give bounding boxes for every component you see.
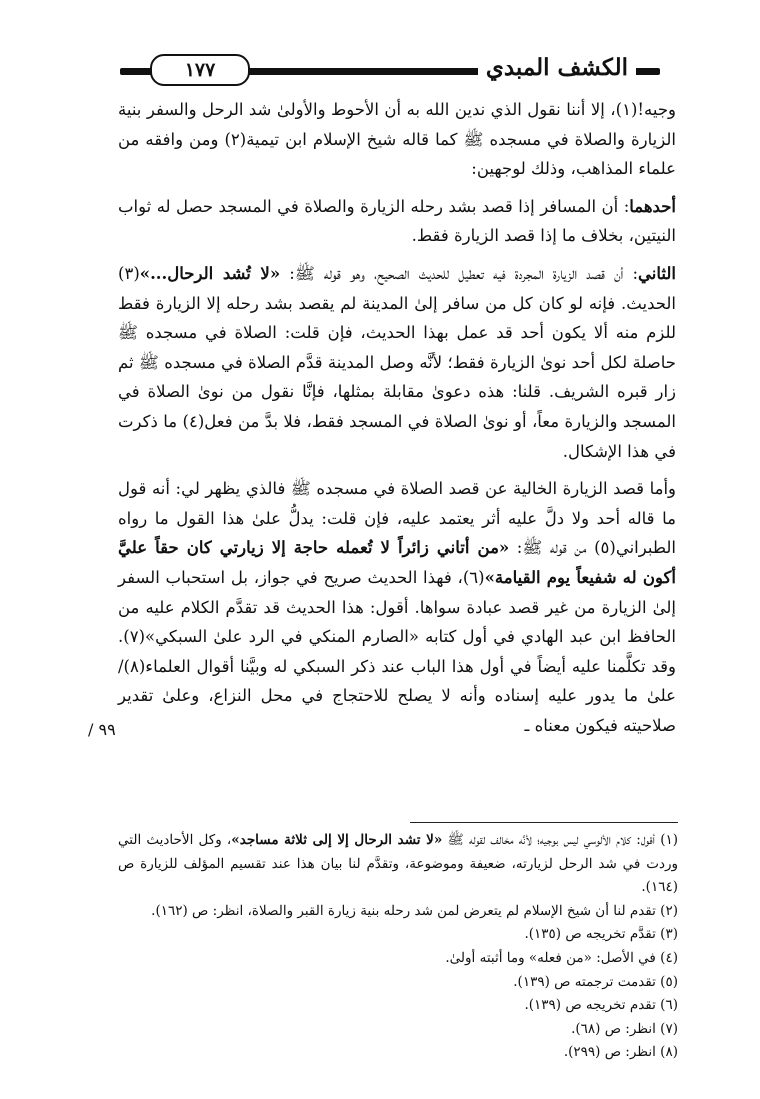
paragraph-4 — [118, 474, 676, 740]
footnote-6: (٦) تقدم تخريجه ص (١٣٩). — [524, 997, 678, 1014]
paragraph-1: وجيه!(١)، إلا أننا نقول الذي ندين الله به أن الأحوط والأولىٰ شد الرحل والسفر بنية الزيارة والصلاة في مسجده ﷺ كما قاله شيخ الإسلام ابن تيمية(٢) ومن وافقه من علماء المذاهب، وذلك لوجهين: — [118, 100, 676, 179]
second-reason-text-a: : أن قصد الزيارة المجردة فيه تعطيل للحديث الصحيح، وهو قوله ﷺ: — [280, 263, 639, 283]
first-reason-text: : أن المسافر إذا قصد بشد رحله الزيارة والصلاة في المسجد حصل له ثواب النيتين، بخلاف ما إذا قصد الزيارة فقط. — [118, 196, 676, 246]
footnote-separator — [410, 822, 678, 823]
paragraph-4-text-b: (٦)، فهذا الحديث صريح في جواز، بل استحباب السفر إلىٰ الزيارة من غير قصد عبادة سواها. أقول: هذا الحديث قد تقدَّم الكلام عليه من الحافظ ابن عبد الهادي في أول كتابه «الصارم المنكي في الرد علىٰ السبكي»(٧). وقد تكلَّمنا عليه أيضاً في أول هذا الباب عند ذكر السبكي له وبيَّنا أقوال العلماء(٨)/ علىٰ ما يدور عليه إسناده وأنه لا يصلح للاحتجاج في محل النزاع، وعلىٰ تقدير صلاحيته فيكون معناه ـ — [118, 567, 676, 735]
footnote-7: (٧) انظر: ص (٦٨). — [571, 1020, 678, 1037]
second-reason-text-b: (٣) الحديث. فإنه لو كان كل من سافر إلىٰ المدينة لم يقصد بشد رحله إلا الزيارة فقط للزم منه ألا يكون أحد قد عمل بهذا الحديث، فإن قلت: الصلاة في مسجده ﷺ حاصلة لكل أحد نوىٰ الزيارة فقط؛ لأنَّه وصل المدينة قدَّم الصلاة في مسجده ﷺ ثم زار قبره الشريف. قلنا: هذه دعوىٰ مقابلة بمثلها، فإنَّا نقول من نوىٰ الصلاة في المسجد والزيارة معاً، أو نوىٰ الصلاة في المسجد فقط، فلا بدَّ من فعل(٤) ما ذكرت في هذا الإشكال. — [118, 263, 676, 461]
paragraph-4-text-a: وأما قصد الزيارة الخالية عن قصد الصلاة في مسجده ﷺ فالذي يظهر لي: أنه قول ما قاله أحد ولا دلَّ عليه أثر يعتمد عليه، فإن قلت: يدلُّ علىٰ هذا القول ما رواه الطبراني(٥) من قوله ﷺ: — [118, 479, 676, 558]
hadith-quote-1: «لا تُشد الرحال...» — [139, 263, 281, 283]
margin-page-marker: / ٩٩ — [88, 720, 116, 739]
footnote-1-text-a: (١) أقول: كلام الألوسي ليس بوجيه؛ لأنَّه مخالف لقوله ﷺ — [442, 832, 679, 848]
footnote-3: (٣) تقدَّم تخريجه ص (١٣٥). — [524, 926, 678, 943]
footnotes — [118, 829, 678, 1065]
footnote-1-quote: «لا تشد الرحال إلا إلى ثلاثة مساجد» — [231, 832, 443, 848]
first-reason-label: أحدهما — [629, 196, 676, 216]
book-title: الكشف المبدي — [478, 48, 636, 88]
footnote-1 — [118, 829, 678, 900]
footnote-2: (٢) تقدم لنا أن شيخ الإسلام لم يتعرض لمن شد رحله بنية زيارة القبر والصلاة، انظر: ص (١٦٢). — [151, 902, 678, 919]
footnote-1-text-b: ، وكل الأحاديث التي وردت في شد الرحل لزيارته، ضعيفة وموضوعة، وتقدَّم لنا بيان هذا عند تقسيم المؤلف للزيارة ص (١٦٤). — [118, 832, 678, 896]
footnote-8: (٨) انظر: ص (٢٩٩). — [563, 1044, 678, 1061]
paragraph-2 — [118, 192, 676, 251]
footnote-4: (٤) في الأصل: «من فعله» وما أثبته أولىٰ. — [445, 949, 678, 966]
hadith-quote-2: «من أتاني زائراً لا تُعمله حاجة إلا زيارتي كان حقاً عليَّ أكون له شفيعاً يوم القيامة» — [118, 538, 676, 587]
main-text — [118, 95, 676, 748]
page-number: ١٧٧ — [150, 54, 250, 86]
footnote-5: (٥) تقدمت ترجمته ص (١٣٩). — [513, 973, 678, 990]
second-reason-label: الثاني — [638, 263, 676, 283]
paragraph-3 — [118, 259, 676, 466]
page-header — [120, 50, 660, 90]
